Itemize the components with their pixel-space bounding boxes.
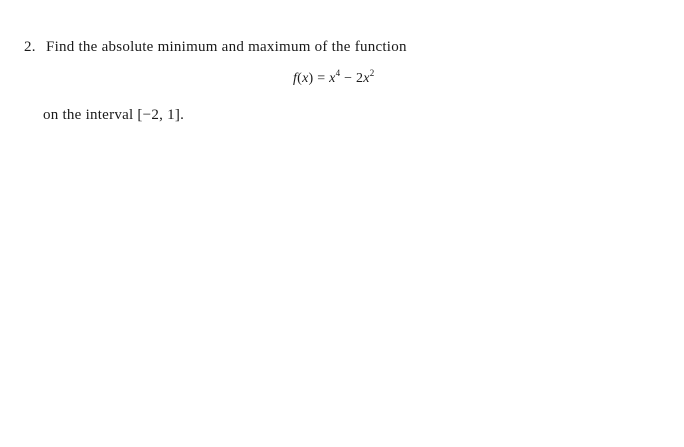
formula-exponent: 2 <box>369 68 375 78</box>
interval-value: [−2, 1] <box>137 107 181 123</box>
formula-operator: − 2 <box>340 71 364 86</box>
formula-var: x <box>329 71 336 86</box>
interval-prefix: on the interval <box>43 107 138 123</box>
function-formula <box>293 68 375 87</box>
period: . <box>180 107 185 123</box>
formula-func: f <box>293 71 298 86</box>
formula-paren: ( <box>297 71 303 86</box>
formula-var: x <box>363 71 370 86</box>
formula-equals: ) = <box>308 71 330 86</box>
problem-statement <box>24 39 407 56</box>
interval-statement <box>43 107 184 124</box>
formula-exponent: 4 <box>335 68 341 78</box>
problem-prompt: Find the absolute minimum and maximum of the function <box>46 39 407 55</box>
problem-number: 2. <box>24 39 36 55</box>
formula-var: x <box>302 71 309 86</box>
